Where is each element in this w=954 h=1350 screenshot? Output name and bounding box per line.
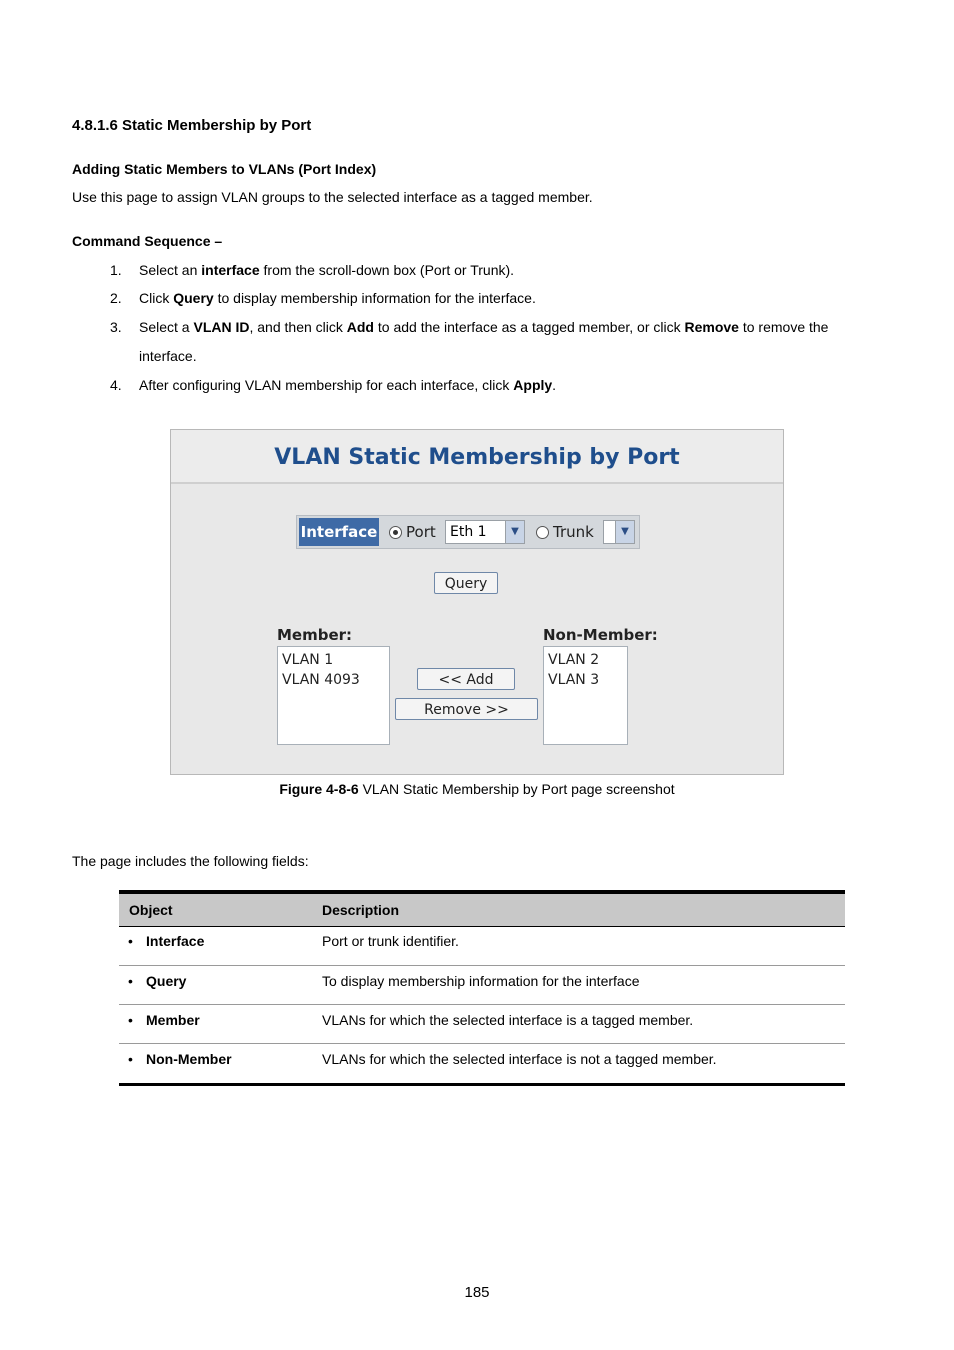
row-object: Query <box>146 973 187 989</box>
port-radio[interactable] <box>389 526 402 539</box>
table-row <box>119 966 845 1005</box>
command-sequence-title: Command Sequence – <box>72 233 223 249</box>
bullet-icon: • <box>128 933 133 949</box>
port-select-value: Eth 1 <box>450 524 487 540</box>
chevron-down-icon[interactable]: ▼ <box>615 521 634 543</box>
trunk-select[interactable] <box>603 520 635 544</box>
trunk-radio[interactable] <box>536 526 549 539</box>
fields-intro: The page includes the following fields: <box>72 853 309 869</box>
bullet-icon: • <box>128 1012 133 1028</box>
figure-label: Figure 4-8-6 <box>279 781 359 797</box>
member-label: Member: <box>277 626 353 644</box>
list-item[interactable]: VLAN 4093 <box>282 672 360 688</box>
table-row <box>119 927 845 966</box>
step-number: 3. <box>110 319 122 335</box>
panel-header <box>171 430 783 484</box>
intro-paragraph: Use this page to assign VLAN groups to the selected interface as a tagged member. <box>72 189 593 205</box>
port-select[interactable] <box>445 520 525 544</box>
table-bottom-rule <box>119 1082 845 1086</box>
vlan-screenshot-panel <box>170 429 784 775</box>
row-description: To display membership information for the interface <box>322 973 640 989</box>
section-title: 4.8.1.6 Static Membership by Port <box>72 117 312 134</box>
figure-caption <box>0 781 954 797</box>
step-number: 1. <box>110 262 122 278</box>
step-text: Select an interface from the scroll-down box (Port or Trunk). <box>139 262 515 278</box>
row-description: VLANs for which the selected interface is a tagged member. <box>322 1012 694 1028</box>
header-object: Object <box>129 902 173 918</box>
header-description: Description <box>322 902 400 918</box>
step-text: Click Query to display membership information for the interface. <box>139 290 536 306</box>
row-object: Non-Member <box>146 1051 232 1067</box>
panel-title: VLAN Static Membership by Port <box>274 445 680 470</box>
port-radio-label: Port <box>406 523 436 541</box>
step-text: After configuring VLAN membership for each interface, click Apply. <box>139 377 557 393</box>
page-number: 185 <box>464 1284 490 1301</box>
member-list[interactable] <box>277 646 390 745</box>
table-row <box>119 1005 845 1044</box>
table-row <box>119 1044 845 1082</box>
figure-caption-text: VLAN Static Membership by Port page screenshot <box>358 781 675 797</box>
query-button[interactable]: Query <box>434 572 498 594</box>
row-object: Interface <box>146 933 205 949</box>
trunk-radio-label: Trunk <box>553 523 594 541</box>
fields-table <box>119 890 845 1086</box>
row-object: Member <box>146 1012 200 1028</box>
row-description: Port or trunk identifier. <box>322 933 459 949</box>
non-member-list[interactable] <box>543 646 628 745</box>
row-description: VLANs for which the selected interface is not a tagged member. <box>322 1051 717 1067</box>
interface-bar <box>296 515 640 549</box>
list-item[interactable]: VLAN 1 <box>282 652 334 668</box>
non-member-label: Non-Member: <box>543 626 658 644</box>
list-item[interactable]: VLAN 3 <box>548 672 600 688</box>
bullet-icon: • <box>128 973 133 989</box>
table-header <box>119 893 845 927</box>
add-button[interactable]: << Add <box>417 668 515 690</box>
interface-label: Interface <box>299 518 379 546</box>
bullet-icon: • <box>128 1051 133 1067</box>
step-text: Select a VLAN ID, and then click Add to add the interface as a tagged member, or click Remove to remove the <box>139 319 829 335</box>
remove-button[interactable]: Remove >> <box>395 698 538 720</box>
chevron-down-icon[interactable]: ▼ <box>505 521 524 543</box>
step-number: 4. <box>110 377 122 393</box>
step-number: 2. <box>110 290 122 306</box>
subsection-title: Adding Static Members to VLANs (Port Index) <box>72 161 377 177</box>
list-item[interactable]: VLAN 2 <box>548 652 600 668</box>
